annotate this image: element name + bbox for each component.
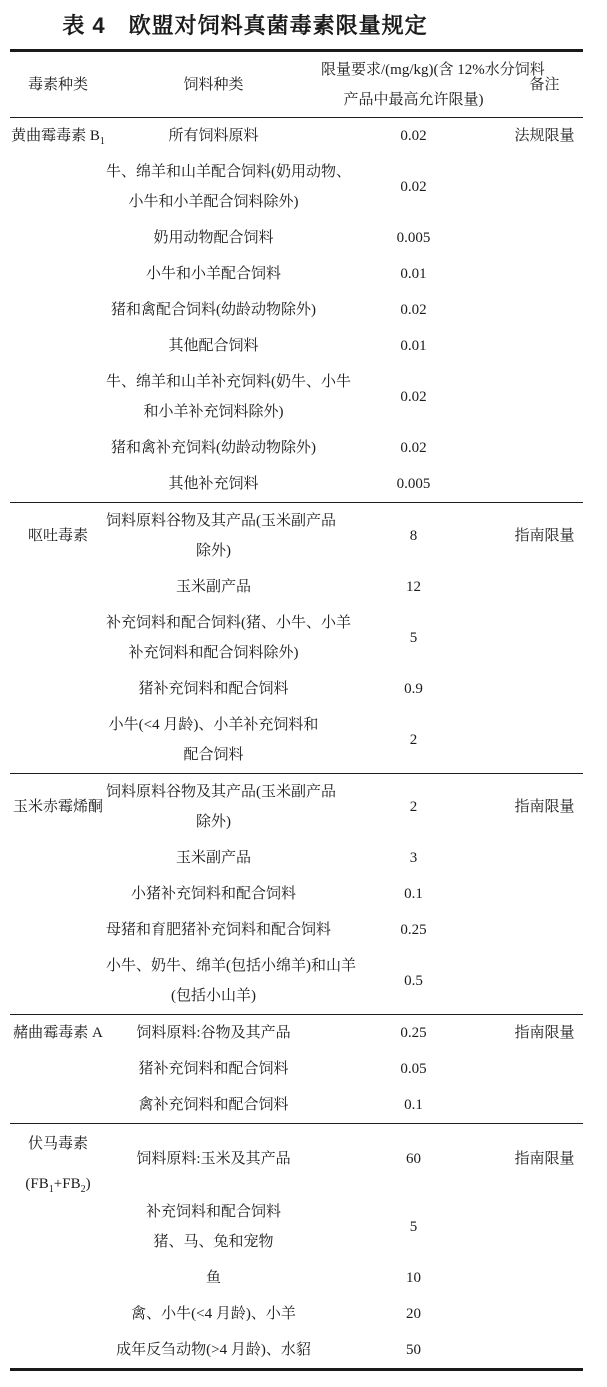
limit-value-cell: 0.25: [400, 922, 427, 938]
table-row: [10, 503, 583, 570]
limit-value-cell: 5: [409, 630, 418, 646]
limit-value-cell: 0.05: [400, 1061, 427, 1077]
feed-type-cell: 成年反刍动物(>4 月龄)、水貂: [116, 1341, 311, 1358]
table-row: [10, 774, 583, 841]
note-cell: 指南限量: [506, 1015, 583, 1124]
feed-type-cell: 鱼: [205, 1269, 221, 1286]
toxin-name-cell: 赭曲霉毒素 A: [10, 1015, 106, 1124]
limit-value-cell: 8: [321, 503, 506, 570]
feed-type-cell: 玉米副产品: [175, 579, 251, 595]
feed-type-cell: 饲料原料:玉米及其产品: [106, 1124, 321, 1194]
feed-type-cell: 猪和禽补充饲料(幼龄动物除外): [111, 440, 316, 456]
limit-value-cell: 2: [321, 774, 506, 841]
table-body: [10, 118, 583, 1370]
limit-value-cell: 0.005: [396, 230, 431, 246]
col-header-note: 备注: [506, 51, 583, 118]
feed-type-cell: 小牛(<4 月龄)、小羊补充饲料和 配合饲料: [108, 717, 319, 763]
header-row: [10, 51, 583, 118]
feed-type-cell: 小牛、奶牛、绵羊(包括小绵羊)和山羊 (包括小山羊): [106, 958, 356, 1004]
note-cell: 法规限量: [514, 128, 575, 144]
feed-type-cell: 母猪和育肥猪补充饲料和配合饲料: [106, 922, 332, 938]
feed-type-cell: 其他配合饲料: [168, 338, 259, 354]
col-header-toxin-type: 毒素种类: [10, 51, 106, 118]
limit-value-cell: 10: [406, 1269, 421, 1286]
limit-value-cell: 0.1: [404, 1097, 423, 1113]
feed-type-cell: 猪补充饲料和配合饲料: [138, 1061, 289, 1077]
limit-value-cell: 0.02: [400, 389, 427, 405]
limit-value-cell: 3: [409, 850, 418, 866]
toxin-name-cell: 黄曲霉毒素 $B_1$: [11, 128, 105, 147]
feed-type-cell: 补充饲料和配合饲料 猪、马、兔和宠物: [145, 1203, 281, 1250]
limit-value-cell: 0.02: [400, 302, 427, 318]
feed-type-cell: 饲料原料谷物及其产品(玉米副产品 除外): [106, 503, 321, 570]
feed-type-cell: 牛、绵羊和山羊补充饲料(奶牛、小牛 和小羊补充饲料除外): [106, 374, 351, 420]
limit-value-cell: 0.01: [400, 266, 427, 282]
feed-type-cell: 小猪补充饲料和配合饲料: [130, 886, 296, 902]
feed-type-cell: 猪补充饲料和配合饲料: [138, 681, 289, 697]
feed-type-cell: 禽、小牛(<4 月龄)、小羊: [131, 1305, 296, 1322]
feed-type-cell: 奶用动物配合饲料: [153, 230, 274, 246]
limit-value-cell: 0.005: [396, 476, 431, 492]
limit-value-cell: 0.9: [404, 681, 423, 697]
limit-value-cell: 0.02: [400, 440, 427, 456]
toxin-name-cell: 玉米赤霉烯酮: [10, 774, 106, 1015]
feed-type-cell: 其他补充饲料: [168, 476, 259, 492]
mycotoxin-limits-table: [10, 49, 583, 1371]
limit-value-cell: 2: [409, 732, 418, 748]
limit-header-line2: 产品中最高允许限量): [343, 92, 484, 108]
limit-value-cell: 60: [321, 1124, 506, 1194]
limit-value-cell: 0.02: [400, 128, 427, 144]
table-page: [0, 11, 607, 1371]
feed-type-cell: 补充饲料和配合饲料(猪、小牛、小羊 补充饲料和配合饲料除外): [106, 615, 351, 661]
note-cell: 指南限量: [506, 1124, 583, 1370]
feed-type-cell: 饲料原料谷物及其产品(玉米副产品 除外): [106, 774, 321, 841]
feed-type-cell: 所有饲料原料: [168, 128, 259, 144]
limit-value-cell: 0.02: [400, 179, 427, 195]
feed-type-cell: 禽补充饲料和配合饲料: [138, 1097, 289, 1113]
limit-value-cell: 0.25: [321, 1015, 506, 1052]
table-row: [10, 118, 583, 155]
feed-type-cell: 饲料原料:谷物及其产品: [106, 1015, 321, 1052]
toxin-name-cell: 伏马毒素 $(FB_1+FB_2)$: [10, 1124, 106, 1370]
note-cell: 指南限量: [506, 774, 583, 1015]
feed-type-cell: 牛、绵羊和山羊配合饲料(奶用动物、 小牛和小羊配合饲料除外): [106, 164, 351, 210]
limit-value-cell: 0.5: [404, 973, 423, 989]
col-header-feed-type: 饲料种类: [106, 51, 321, 118]
limit-value-cell: 50: [406, 1341, 421, 1358]
limit-value-cell: 12: [406, 579, 421, 595]
limit-header-line1: 限量要求/(mg/kg)(含 12%水分饲料: [321, 62, 545, 78]
limit-value-cell: 20: [406, 1305, 421, 1322]
feed-type-cell: 小牛和小羊配合饲料: [145, 266, 281, 282]
feed-type-cell: 猪和禽配合饲料(幼龄动物除外): [111, 302, 316, 318]
note-cell: 指南限量: [506, 503, 583, 774]
limit-value-cell: 0.01: [400, 338, 427, 354]
page-title: 表 4 欧盟对饲料真菌毒素限量规定: [62, 13, 428, 38]
table-row: [10, 1015, 583, 1052]
limit-value-cell: 0.1: [404, 886, 423, 902]
toxin-name-cell: 呕吐毒素: [10, 503, 106, 774]
feed-type-cell: 玉米副产品: [175, 850, 251, 866]
limit-value-cell: 5: [409, 1218, 418, 1235]
table-row: [10, 1124, 583, 1194]
